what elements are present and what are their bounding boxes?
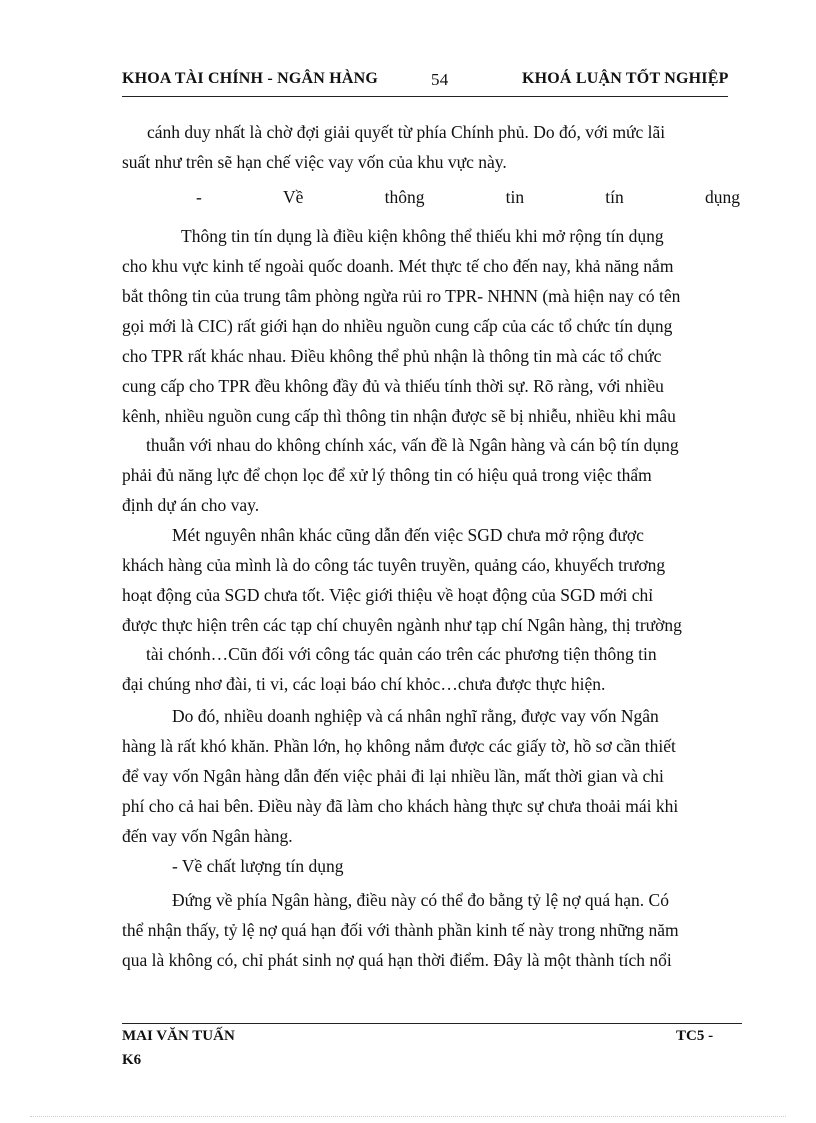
- body-line: gọi mới là CIC) rất giới hạn do nhiều nguồn cung cấp của các tổ chức tín dụng: [122, 316, 673, 336]
- body-line: được thực hiện trên các tạp chí chuyên ngành như tạp chí Ngân hàng, thị trường: [122, 615, 682, 635]
- body-line: để vay vốn Ngân hàng dẫn đến việc phải đi lại nhiều lần, mất thời gian và chi: [122, 766, 664, 786]
- author-name: MAI VĂN TUẤN: [122, 1028, 235, 1044]
- body-line: hàng là rất khó khăn. Phần lớn, họ không nắm được các giấy tờ, hồ sơ cần thiết: [122, 736, 676, 756]
- heading-word: dụng: [704, 187, 740, 207]
- class-code-continued: K6: [122, 1052, 142, 1068]
- thesis-label: KHOÁ LUẬN TỐT NGHIỆP: [522, 70, 729, 87]
- body-line: cánh duy nhất là chờ đợi giải quyết từ phía Chính phủ. Do đó, với mức lãi: [147, 122, 666, 142]
- body-line: Thông tin tín dụng là điều kiện không thể thiếu khi mở rộng tín dụng: [181, 226, 664, 246]
- body-line: kênh, nhiều nguồn cung cấp thì thông tin nhận được sẽ bị nhiễu, nhiều khi mâu: [122, 406, 676, 426]
- body-line: Do đó, nhiều doanh nghiệp và cá nhân nghĩ rằng, được vay vốn Ngân: [172, 706, 659, 726]
- header-divider: [122, 96, 728, 97]
- body-line: hoạt động của SGD chưa tốt. Việc giới thiệu về hoạt động của SGD mới chỉ: [122, 585, 654, 605]
- page-number: 54: [431, 70, 449, 89]
- body-line: tài chónh…Cũn đối với công tác quản cáo trên các phương tiện thông tin: [146, 644, 657, 664]
- body-line: Mét nguyên nhân khác cũng dẫn đến việc SGD chưa mở rộng được: [172, 525, 644, 545]
- body-line: cho khu vực kinh tế ngoài quốc doanh. Mét thực tế cho đến nay, khả năng nắm: [122, 256, 674, 276]
- faculty-name: KHOA TÀI CHÍNH - NGÂN HÀNG: [122, 70, 379, 87]
- body-line: thể nhận thấy, tỷ lệ nợ quá hạn đối với thành phần kinh tế này trong những năm: [122, 920, 679, 940]
- footer-divider: [122, 1023, 742, 1024]
- body-line: cung cấp cho TPR đều không đầy đủ và thiếu tính thời sự. Rõ ràng, với nhiều: [122, 376, 664, 396]
- heading-word: tin: [505, 187, 525, 207]
- body-line: suất như trên sẽ hạn chế việc vay vốn của khu vực này.: [122, 152, 507, 172]
- body-line: bắt thông tin của trung tâm phòng ngừa rủi ro TPR- NHNN (mà hiện nay có tên: [122, 286, 681, 306]
- heading-word: Về: [283, 187, 304, 207]
- heading-word: -: [196, 187, 202, 207]
- heading-word: tín: [605, 187, 624, 207]
- body-line: phí cho cả hai bên. Điều này đã làm cho khách hàng thực sự chưa thoải mái khi: [122, 796, 679, 816]
- bottom-border: [30, 1116, 786, 1117]
- section-heading-credit-quality: - Về chất lượng tín dụng: [172, 856, 344, 876]
- body-line: phải đủ năng lực để chọn lọc để xử lý thông tin có hiệu quả trong việc thẩm: [122, 465, 652, 485]
- body-line: Đứng về phía Ngân hàng, điều này có thể đo bằng tỷ lệ nợ quá hạn. Có: [172, 890, 669, 910]
- section-heading-credit-info: [196, 186, 740, 208]
- body-line: đại chúng nhơ đài, ti vi, các loại báo chí khỏc…chưa được thực hiện.: [122, 674, 606, 694]
- body-line: đến vay vốn Ngân hàng.: [122, 826, 293, 846]
- class-code: TC5 -: [676, 1028, 714, 1044]
- body-line: khách hàng của mình là do công tác tuyên truyền, quảng cáo, khuyếch trương: [122, 555, 666, 575]
- body-line: cho TPR rất khác nhau. Điều không thể phủ nhận là thông tin mà các tổ chức: [122, 346, 662, 366]
- heading-word: thông: [384, 187, 425, 207]
- body-line: thuẫn với nhau do không chính xác, vấn đề là Ngân hàng và cán bộ tín dụng: [146, 435, 679, 455]
- body-line: định dự án cho vay.: [122, 495, 260, 515]
- body-line: qua là không có, chỉ phát sinh nợ quá hạn thời điểm. Đây là một thành tích nổi: [122, 950, 672, 970]
